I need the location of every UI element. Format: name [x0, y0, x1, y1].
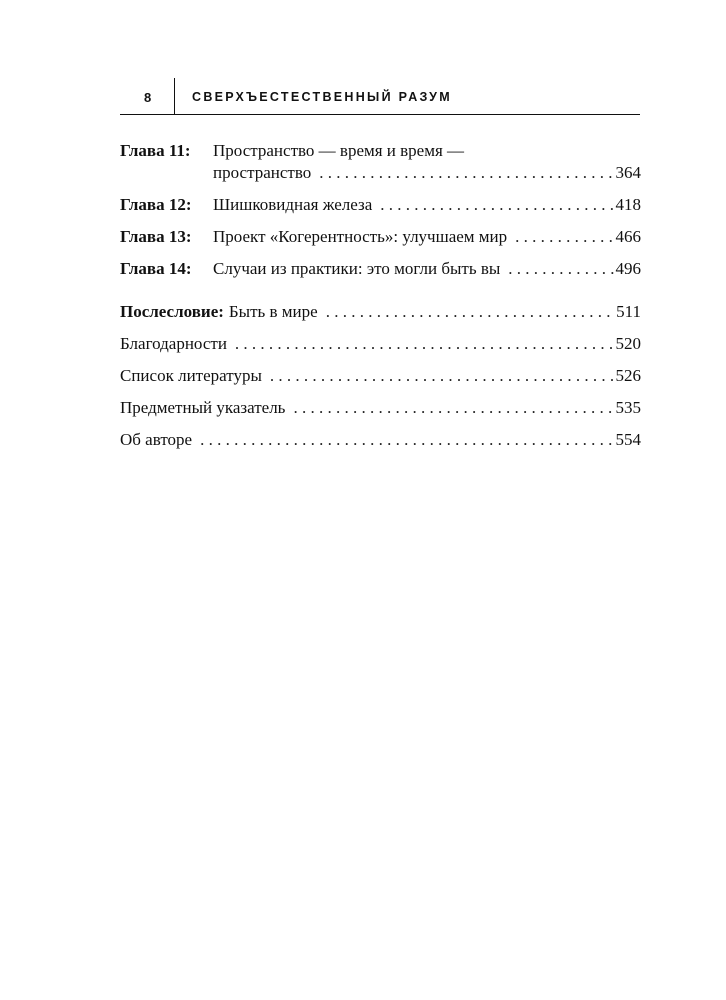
dot-leader: [326, 301, 614, 323]
chapter-title-continued: пространство: [213, 163, 312, 182]
chapter-label: Глава 11:: [120, 141, 191, 160]
page-ref: 554: [615, 430, 641, 449]
page-ref: 418: [615, 195, 641, 214]
chapter-title-line: [213, 140, 641, 162]
toc-entry-bibliography: [120, 365, 641, 387]
chapter-title-line: [213, 162, 641, 184]
dot-leader: [200, 429, 613, 451]
page-ref: 496: [615, 259, 641, 278]
toc-entry-afterword: [120, 301, 641, 323]
toc-entry-chapter-14: [120, 258, 641, 280]
chapter-title-line: [213, 258, 641, 280]
chapter-title: Шишковидная железа: [213, 195, 373, 214]
header-divider: [174, 78, 175, 115]
table-of-contents: [120, 140, 641, 461]
page-ref: 511: [616, 302, 641, 321]
dot-leader: [293, 397, 613, 419]
page-ref: 520: [615, 334, 641, 353]
dot-leader: [380, 194, 613, 216]
chapter-label: Глава 14:: [120, 259, 192, 278]
toc-entry-chapter-13: [120, 226, 641, 248]
afterword-label: Послесловие:: [120, 302, 224, 321]
page-ref: 526: [615, 366, 641, 385]
afterword-title: Быть в мире: [228, 302, 318, 321]
chapter-body: [213, 258, 641, 280]
back-matter-line: [120, 397, 641, 419]
dot-leader: [319, 162, 613, 184]
afterword-line: [120, 301, 641, 323]
toc-entry-chapter-11: [120, 140, 641, 184]
chapter-label: Глава 12:: [120, 195, 192, 214]
page-ref: 535: [615, 398, 641, 417]
page-number: 8: [144, 90, 152, 105]
chapter-title-line: [213, 194, 641, 216]
chapter-title-line: [213, 226, 641, 248]
back-matter-line: [120, 333, 641, 355]
dot-leader: [235, 333, 614, 355]
dot-leader: [515, 226, 613, 248]
toc-entry-about-author: [120, 429, 641, 451]
dot-leader: [270, 365, 614, 387]
page-ref: 466: [615, 227, 641, 246]
book-title: СВЕРХЪЕСТЕСТВЕННЫЙ РАЗУМ: [192, 90, 452, 104]
back-matter-title: Предметный указатель: [120, 398, 286, 417]
back-matter-line: [120, 365, 641, 387]
chapter-title: Пространство — время и время —: [213, 141, 465, 160]
page-ref: 364: [615, 163, 641, 182]
back-matter-title: Об авторе: [120, 430, 193, 449]
chapter-label: Глава 13:: [120, 227, 192, 246]
toc-entry-acknowledgments: [120, 333, 641, 355]
chapter-body: [213, 226, 641, 248]
running-head: [120, 78, 640, 118]
back-matter-title: Благодарности: [120, 334, 227, 353]
toc-entry-chapter-12: [120, 194, 641, 216]
chapter-body: [213, 194, 641, 216]
chapter-title: Проект «Когерентность»: улучшаем мир: [213, 227, 508, 246]
chapter-title: Случаи из практики: это могли быть вы: [213, 259, 501, 278]
back-matter-line: [120, 429, 641, 451]
dot-leader: [508, 258, 613, 280]
header-rule: [120, 114, 640, 115]
back-matter-title: Список литературы: [120, 366, 262, 385]
chapter-body: [213, 140, 641, 184]
toc-entry-index: [120, 397, 641, 419]
